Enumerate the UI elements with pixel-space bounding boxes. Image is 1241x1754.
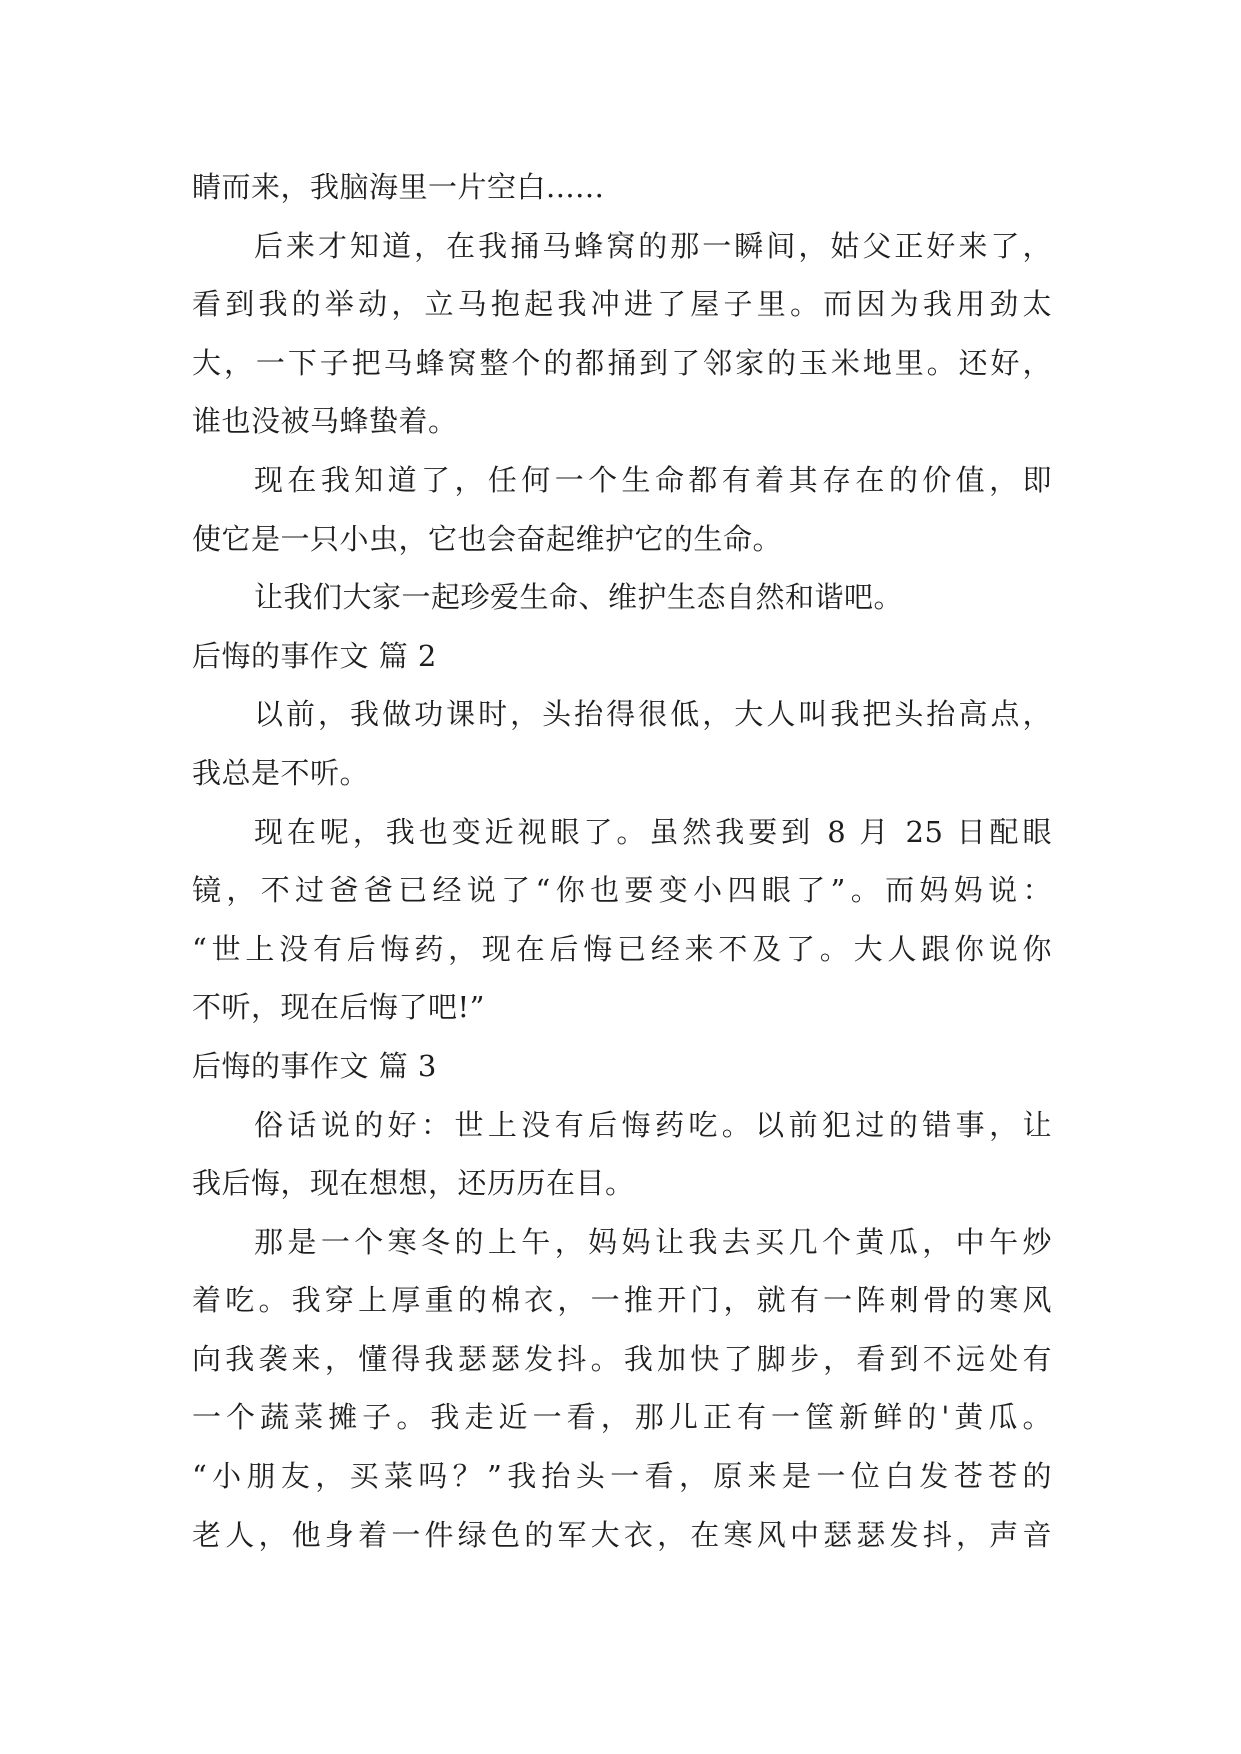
paragraph-start-line: 现在我知道了，任何一个生命都有着其存在的价值，即: [254, 462, 1052, 497]
text-line: 老人，他身着一件绿色的军大衣，在寒风中瑟瑟发抖，声音: [192, 1517, 1052, 1552]
document-body: [192, 158, 1052, 1564]
section-heading: 后悔的事作文 篇 2: [192, 638, 437, 673]
text-line: 不听，现在后悔了吧!”: [192, 990, 485, 1025]
text-line: 我总是不听。: [192, 755, 370, 790]
text-line: “世上没有后悔药，现在后悔已经来不及了。大人跟你说你: [192, 931, 1052, 966]
text-line: 着吃。我穿上厚重的棉衣，一推开门，就有一阵刺骨的寒风: [192, 1283, 1052, 1318]
text-line: 向我袭来，懂得我瑟瑟发抖。我加快了脚步，看到不远处有: [192, 1341, 1052, 1376]
text-line: “小朋友，买菜吗？”我抬头一看，原来是一位白发苍苍的: [192, 1459, 1052, 1494]
text-line: 镜，不过爸爸已经说了“你也要变小四眼了”。而妈妈说：: [192, 873, 1052, 908]
text-line: 使它是一只小虫，它也会奋起维护它的生命。: [192, 521, 783, 556]
paragraph-start-line: 俗话说的好：世上没有后悔药吃。以前犯过的错事，让: [254, 1107, 1052, 1142]
paragraph-start-line: 现在呢，我也变近视眼了。虽然我要到 8 月 25 日配眼: [254, 814, 1052, 849]
text-line: 我后悔，现在想想，还历历在目。: [192, 1166, 635, 1201]
section-heading: 后悔的事作文 篇 3: [192, 1048, 437, 1083]
text-line: 一个蔬菜摊子。我走近一看，那儿正有一筐新鲜的'黄瓜。: [192, 1400, 1052, 1435]
text-line: 看到我的举动，立马抱起我冲进了屋子里。而因为我用劲太: [192, 287, 1052, 322]
text-line: 大，一下子把马蜂窝整个的都捅到了邻家的玉米地里。还好，: [192, 345, 1052, 380]
text-line: 谁也没被马蜂蛰着。: [192, 404, 458, 439]
text-line: 睛而来，我脑海里一片空白......: [192, 170, 605, 204]
paragraph-start-line: 以前，我做功课时，头抬得很低，大人叫我把头抬高点，: [254, 697, 1052, 732]
paragraph-start-line: 后来才知道，在我捅马蜂窝的那一瞬间，姑父正好来了，: [254, 228, 1052, 263]
paragraph-start-line: 那是一个寒冬的上午，妈妈让我去买几个黄瓜，中午炒: [254, 1224, 1052, 1259]
paragraph-start-line: 让我们大家一起珍爱生命、维护生态自然和谐吧。: [254, 580, 904, 615]
